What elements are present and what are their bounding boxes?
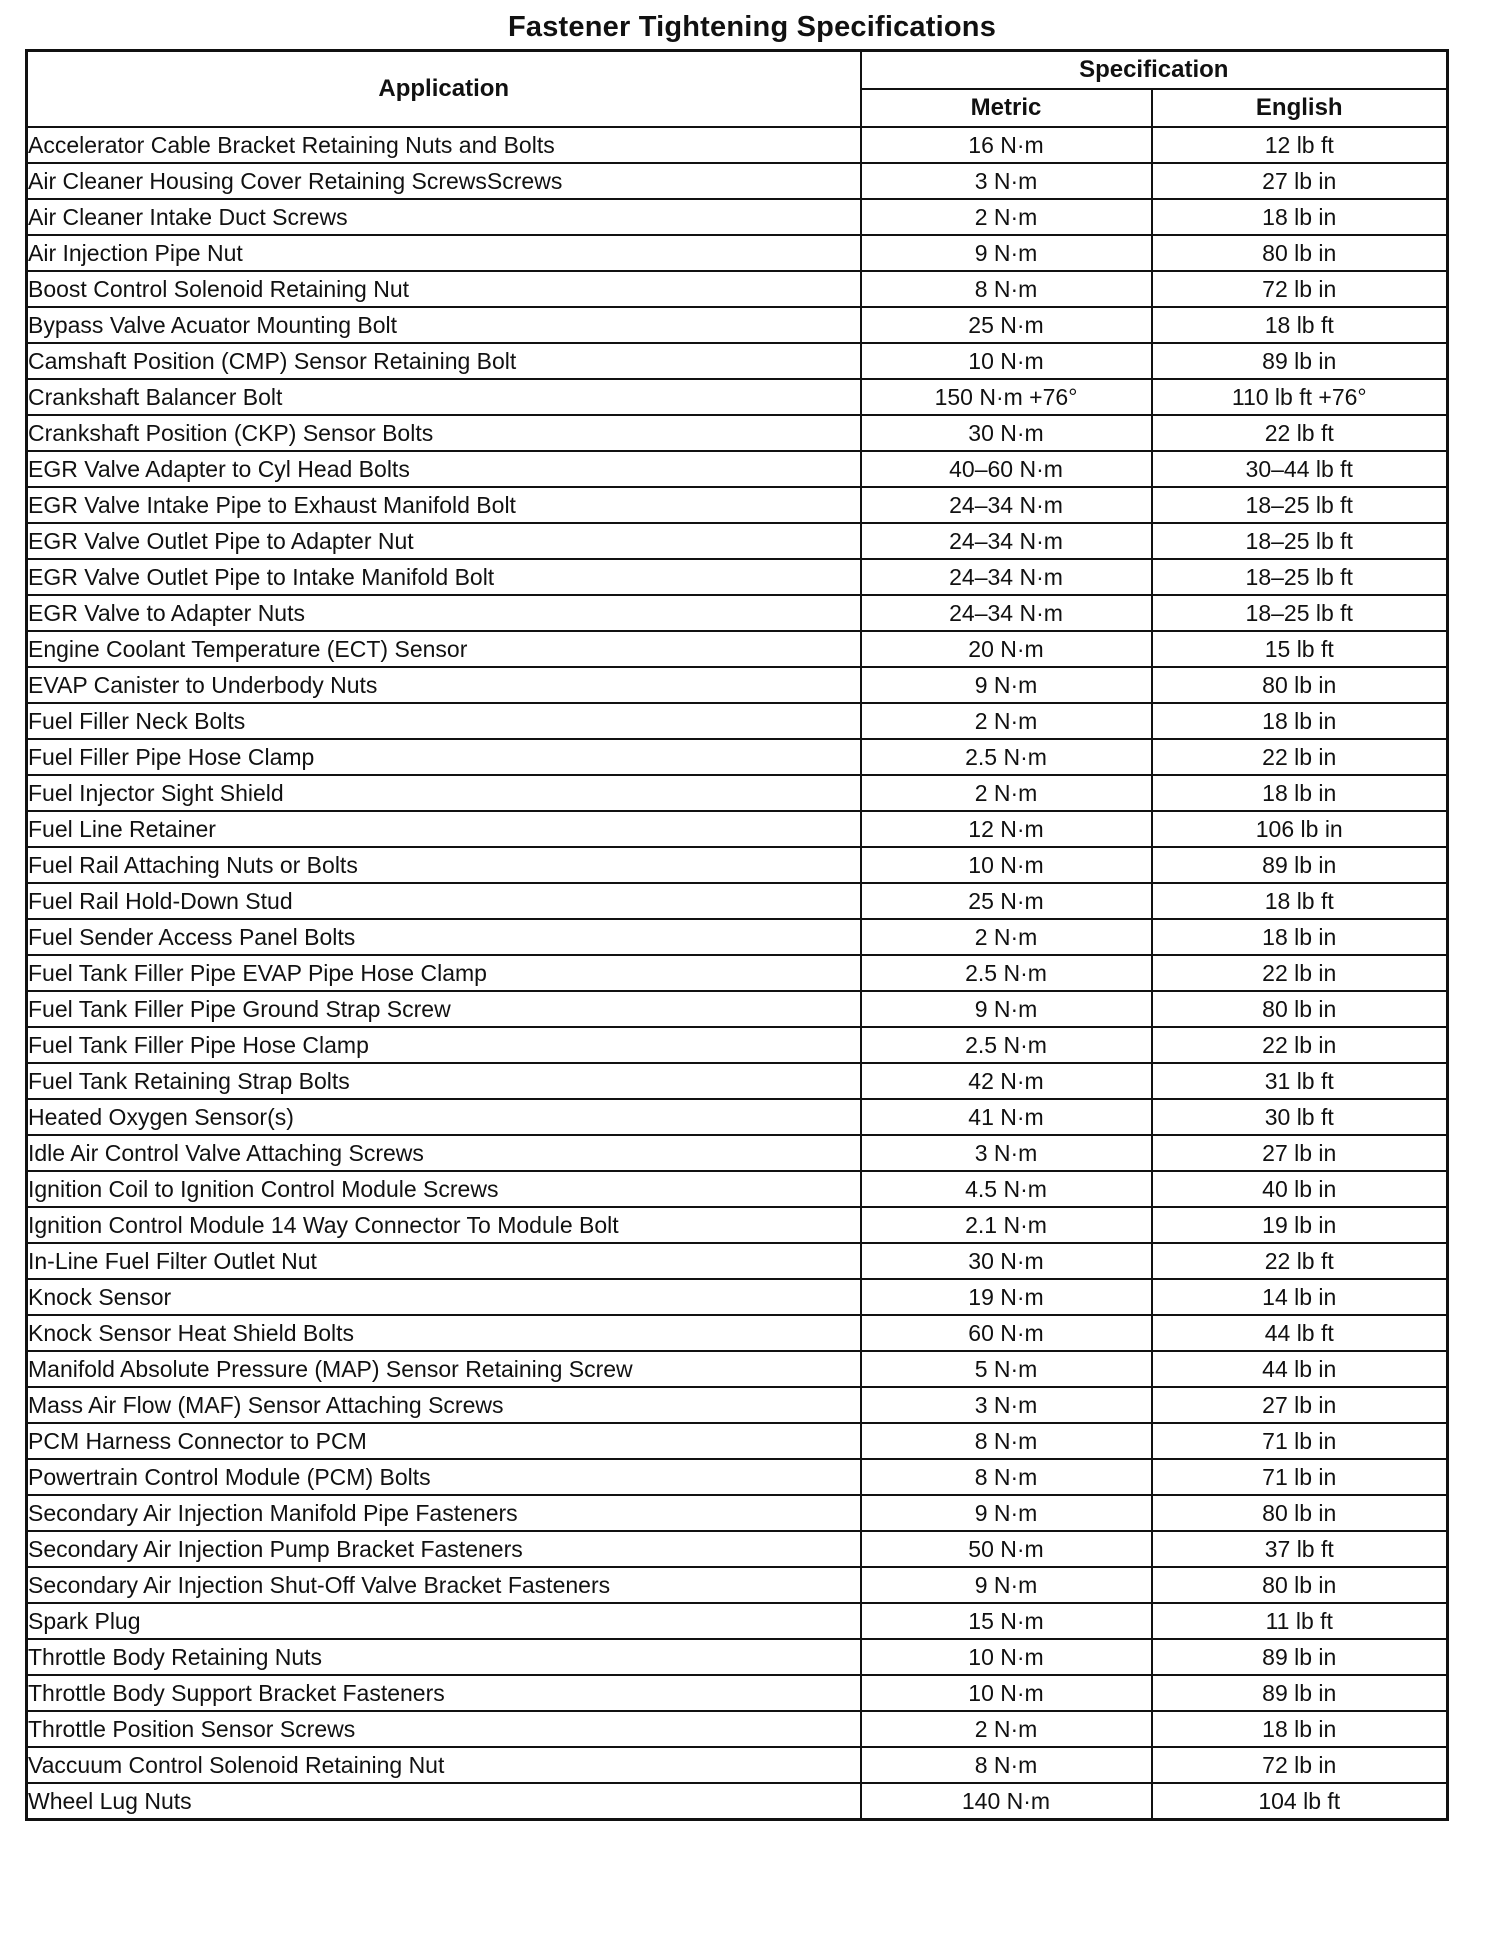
metric-cell: 2 N·m	[861, 703, 1152, 739]
english-cell: 31 lb ft	[1152, 1063, 1448, 1099]
metric-cell: 16 N·m	[861, 127, 1152, 163]
metric-cell: 24–34 N·m	[861, 595, 1152, 631]
table-row	[27, 1531, 1448, 1567]
column-header-application: Application	[27, 51, 861, 128]
metric-cell: 5 N·m	[861, 1351, 1152, 1387]
application-cell: EGR Valve Outlet Pipe to Adapter Nut	[27, 523, 861, 559]
english-cell: 71 lb in	[1152, 1423, 1448, 1459]
table-row	[27, 523, 1448, 559]
english-cell: 18–25 lb ft	[1152, 487, 1448, 523]
table-row	[27, 883, 1448, 919]
metric-cell: 2 N·m	[861, 919, 1152, 955]
application-cell: Powertrain Control Module (PCM) Bolts	[27, 1459, 861, 1495]
english-cell: 80 lb in	[1152, 667, 1448, 703]
application-cell: EGR Valve Adapter to Cyl Head Bolts	[27, 451, 861, 487]
application-cell: EGR Valve Intake Pipe to Exhaust Manifold Bolt	[27, 487, 861, 523]
table-row	[27, 1063, 1448, 1099]
table-row	[27, 955, 1448, 991]
english-cell: 22 lb ft	[1152, 1243, 1448, 1279]
table-row	[27, 703, 1448, 739]
metric-cell: 9 N·m	[861, 991, 1152, 1027]
table-row	[27, 1135, 1448, 1171]
english-cell: 27 lb in	[1152, 1135, 1448, 1171]
application-cell: Ignition Control Module 14 Way Connector To Module Bolt	[27, 1207, 861, 1243]
metric-cell: 2.5 N·m	[861, 1027, 1152, 1063]
metric-cell: 8 N·m	[861, 1459, 1152, 1495]
metric-cell: 9 N·m	[861, 1567, 1152, 1603]
english-cell: 89 lb in	[1152, 1675, 1448, 1711]
metric-cell: 19 N·m	[861, 1279, 1152, 1315]
column-header-metric: Metric	[861, 89, 1152, 127]
table-row	[27, 991, 1448, 1027]
english-cell: 37 lb ft	[1152, 1531, 1448, 1567]
application-cell: In-Line Fuel Filter Outlet Nut	[27, 1243, 861, 1279]
table-row	[27, 775, 1448, 811]
application-cell: Fuel Tank Filler Pipe Hose Clamp	[27, 1027, 861, 1063]
application-cell: Accelerator Cable Bracket Retaining Nuts and Bolts	[27, 127, 861, 163]
table-row	[27, 1495, 1448, 1531]
application-cell: Knock Sensor	[27, 1279, 861, 1315]
application-cell: Crankshaft Balancer Bolt	[27, 379, 861, 415]
english-cell: 12 lb ft	[1152, 127, 1448, 163]
metric-cell: 2 N·m	[861, 1711, 1152, 1747]
table-row	[27, 1783, 1448, 1820]
english-cell: 71 lb in	[1152, 1459, 1448, 1495]
metric-cell: 3 N·m	[861, 1135, 1152, 1171]
english-cell: 18 lb in	[1152, 775, 1448, 811]
english-cell: 72 lb in	[1152, 271, 1448, 307]
application-cell: Engine Coolant Temperature (ECT) Sensor	[27, 631, 861, 667]
english-cell: 80 lb in	[1152, 991, 1448, 1027]
application-cell: Fuel Rail Hold-Down Stud	[27, 883, 861, 919]
table-row	[27, 595, 1448, 631]
application-cell: EGR Valve Outlet Pipe to Intake Manifold Bolt	[27, 559, 861, 595]
english-cell: 18 lb in	[1152, 919, 1448, 955]
metric-cell: 10 N·m	[861, 343, 1152, 379]
table-row	[27, 631, 1448, 667]
application-cell: Secondary Air Injection Manifold Pipe Fasteners	[27, 1495, 861, 1531]
application-cell: Wheel Lug Nuts	[27, 1783, 861, 1820]
english-cell: 27 lb in	[1152, 1387, 1448, 1423]
column-header-english: English	[1152, 89, 1448, 127]
table-row	[27, 1387, 1448, 1423]
english-cell: 22 lb in	[1152, 955, 1448, 991]
english-cell: 11 lb ft	[1152, 1603, 1448, 1639]
table-row	[27, 415, 1448, 451]
metric-cell: 8 N·m	[861, 1747, 1152, 1783]
application-cell: Knock Sensor Heat Shield Bolts	[27, 1315, 861, 1351]
table-row	[27, 1171, 1448, 1207]
english-cell: 18 lb in	[1152, 199, 1448, 235]
metric-cell: 10 N·m	[861, 1675, 1152, 1711]
table-row	[27, 343, 1448, 379]
metric-cell: 9 N·m	[861, 1495, 1152, 1531]
metric-cell: 40–60 N·m	[861, 451, 1152, 487]
metric-cell: 12 N·m	[861, 811, 1152, 847]
metric-cell: 24–34 N·m	[861, 559, 1152, 595]
metric-cell: 4.5 N·m	[861, 1171, 1152, 1207]
english-cell: 27 lb in	[1152, 163, 1448, 199]
application-cell: EVAP Canister to Underbody Nuts	[27, 667, 861, 703]
table-row	[27, 1639, 1448, 1675]
table-row	[27, 163, 1448, 199]
application-cell: Fuel Line Retainer	[27, 811, 861, 847]
application-cell: Throttle Body Retaining Nuts	[27, 1639, 861, 1675]
application-cell: Crankshaft Position (CKP) Sensor Bolts	[27, 415, 861, 451]
metric-cell: 8 N·m	[861, 271, 1152, 307]
metric-cell: 25 N·m	[861, 307, 1152, 343]
table-row	[27, 1027, 1448, 1063]
application-cell: Fuel Tank Retaining Strap Bolts	[27, 1063, 861, 1099]
english-cell: 80 lb in	[1152, 1567, 1448, 1603]
metric-cell: 24–34 N·m	[861, 523, 1152, 559]
table-row	[27, 667, 1448, 703]
english-cell: 44 lb ft	[1152, 1315, 1448, 1351]
application-cell: Fuel Filler Pipe Hose Clamp	[27, 739, 861, 775]
english-cell: 106 lb in	[1152, 811, 1448, 847]
metric-cell: 50 N·m	[861, 1531, 1152, 1567]
metric-cell: 8 N·m	[861, 1423, 1152, 1459]
application-cell: Air Injection Pipe Nut	[27, 235, 861, 271]
english-cell: 14 lb in	[1152, 1279, 1448, 1315]
application-cell: Idle Air Control Valve Attaching Screws	[27, 1135, 861, 1171]
table-row	[27, 1423, 1448, 1459]
application-cell: Throttle Body Support Bracket Fasteners	[27, 1675, 861, 1711]
metric-cell: 9 N·m	[861, 667, 1152, 703]
table-row	[27, 1099, 1448, 1135]
table-row	[27, 1747, 1448, 1783]
application-cell: Air Cleaner Housing Cover Retaining ScrewsScrews	[27, 163, 861, 199]
metric-cell: 10 N·m	[861, 847, 1152, 883]
english-cell: 19 lb in	[1152, 1207, 1448, 1243]
english-cell: 18–25 lb ft	[1152, 595, 1448, 631]
english-cell: 18 lb ft	[1152, 883, 1448, 919]
metric-cell: 42 N·m	[861, 1063, 1152, 1099]
english-cell: 22 lb ft	[1152, 415, 1448, 451]
table-row	[27, 1459, 1448, 1495]
application-cell: Throttle Position Sensor Screws	[27, 1711, 861, 1747]
english-cell: 89 lb in	[1152, 1639, 1448, 1675]
application-cell: EGR Valve to Adapter Nuts	[27, 595, 861, 631]
application-cell: Fuel Tank Filler Pipe EVAP Pipe Hose Clamp	[27, 955, 861, 991]
table-row	[27, 379, 1448, 415]
table-row	[27, 1243, 1448, 1279]
table-row	[27, 1603, 1448, 1639]
application-cell: Secondary Air Injection Pump Bracket Fasteners	[27, 1531, 861, 1567]
table-row	[27, 307, 1448, 343]
table-row	[27, 1207, 1448, 1243]
metric-cell: 3 N·m	[861, 1387, 1152, 1423]
application-cell: Fuel Tank Filler Pipe Ground Strap Screw	[27, 991, 861, 1027]
table-row	[27, 451, 1448, 487]
english-cell: 40 lb in	[1152, 1171, 1448, 1207]
table-row	[27, 1279, 1448, 1315]
metric-cell: 2 N·m	[861, 775, 1152, 811]
english-cell: 18 lb in	[1152, 1711, 1448, 1747]
application-cell: Boost Control Solenoid Retaining Nut	[27, 271, 861, 307]
english-cell: 22 lb in	[1152, 739, 1448, 775]
table-row	[27, 919, 1448, 955]
table-row	[27, 559, 1448, 595]
english-cell: 18–25 lb ft	[1152, 523, 1448, 559]
application-cell: Bypass Valve Acuator Mounting Bolt	[27, 307, 861, 343]
application-cell: Fuel Sender Access Panel Bolts	[27, 919, 861, 955]
table-row	[27, 1711, 1448, 1747]
english-cell: 44 lb in	[1152, 1351, 1448, 1387]
column-header-specification: Specification	[861, 51, 1448, 90]
table-row	[27, 811, 1448, 847]
table-row	[27, 1567, 1448, 1603]
english-cell: 30–44 lb ft	[1152, 451, 1448, 487]
application-cell: Fuel Injector Sight Shield	[27, 775, 861, 811]
table-body	[27, 127, 1448, 1820]
metric-cell: 15 N·m	[861, 1603, 1152, 1639]
metric-cell: 10 N·m	[861, 1639, 1152, 1675]
english-cell: 80 lb in	[1152, 1495, 1448, 1531]
table-row	[27, 487, 1448, 523]
table-row	[27, 1351, 1448, 1387]
english-cell: 18 lb ft	[1152, 307, 1448, 343]
application-cell: Heated Oxygen Sensor(s)	[27, 1099, 861, 1135]
metric-cell: 2.1 N·m	[861, 1207, 1152, 1243]
english-cell: 18 lb in	[1152, 703, 1448, 739]
english-cell: 22 lb in	[1152, 1027, 1448, 1063]
application-cell: Camshaft Position (CMP) Sensor Retaining Bolt	[27, 343, 861, 379]
metric-cell: 30 N·m	[861, 415, 1152, 451]
metric-cell: 150 N·m +76°	[861, 379, 1152, 415]
metric-cell: 9 N·m	[861, 235, 1152, 271]
application-cell: Vaccuum Control Solenoid Retaining Nut	[27, 1747, 861, 1783]
application-cell: Fuel Rail Attaching Nuts or Bolts	[27, 847, 861, 883]
application-cell: Fuel Filler Neck Bolts	[27, 703, 861, 739]
english-cell: 104 lb ft	[1152, 1783, 1448, 1820]
table-row	[27, 1315, 1448, 1351]
metric-cell: 30 N·m	[861, 1243, 1152, 1279]
english-cell: 15 lb ft	[1152, 631, 1448, 667]
english-cell: 110 lb ft +76°	[1152, 379, 1448, 415]
application-cell: Air Cleaner Intake Duct Screws	[27, 199, 861, 235]
application-cell: Manifold Absolute Pressure (MAP) Sensor Retaining Screw	[27, 1351, 861, 1387]
table-row	[27, 235, 1448, 271]
metric-cell: 2 N·m	[861, 199, 1152, 235]
english-cell: 89 lb in	[1152, 847, 1448, 883]
english-cell: 80 lb in	[1152, 235, 1448, 271]
english-cell: 89 lb in	[1152, 343, 1448, 379]
table-row	[27, 127, 1448, 163]
page-title: Fastener Tightening Specifications	[507, 11, 997, 43]
metric-cell: 2.5 N·m	[861, 739, 1152, 775]
metric-cell: 20 N·m	[861, 631, 1152, 667]
application-cell: Ignition Coil to Ignition Control Module Screws	[27, 1171, 861, 1207]
metric-cell: 2.5 N·m	[861, 955, 1152, 991]
metric-cell: 41 N·m	[861, 1099, 1152, 1135]
application-cell: Spark Plug	[27, 1603, 861, 1639]
table-row	[27, 199, 1448, 235]
table-row	[27, 739, 1448, 775]
metric-cell: 60 N·m	[861, 1315, 1152, 1351]
application-cell: Secondary Air Injection Shut-Off Valve Bracket Fasteners	[27, 1567, 861, 1603]
metric-cell: 140 N·m	[861, 1783, 1152, 1820]
english-cell: 72 lb in	[1152, 1747, 1448, 1783]
table-row	[27, 1675, 1448, 1711]
table-row	[27, 271, 1448, 307]
metric-cell: 3 N·m	[861, 163, 1152, 199]
header-row	[27, 51, 1448, 90]
english-cell: 18–25 lb ft	[1152, 559, 1448, 595]
table-row	[27, 847, 1448, 883]
metric-cell: 25 N·m	[861, 883, 1152, 919]
metric-cell: 24–34 N·m	[861, 487, 1152, 523]
application-cell: Mass Air Flow (MAF) Sensor Attaching Screws	[27, 1387, 861, 1423]
application-cell: PCM Harness Connector to PCM	[27, 1423, 861, 1459]
english-cell: 30 lb ft	[1152, 1099, 1448, 1135]
fastener-spec-table	[25, 49, 1449, 1821]
